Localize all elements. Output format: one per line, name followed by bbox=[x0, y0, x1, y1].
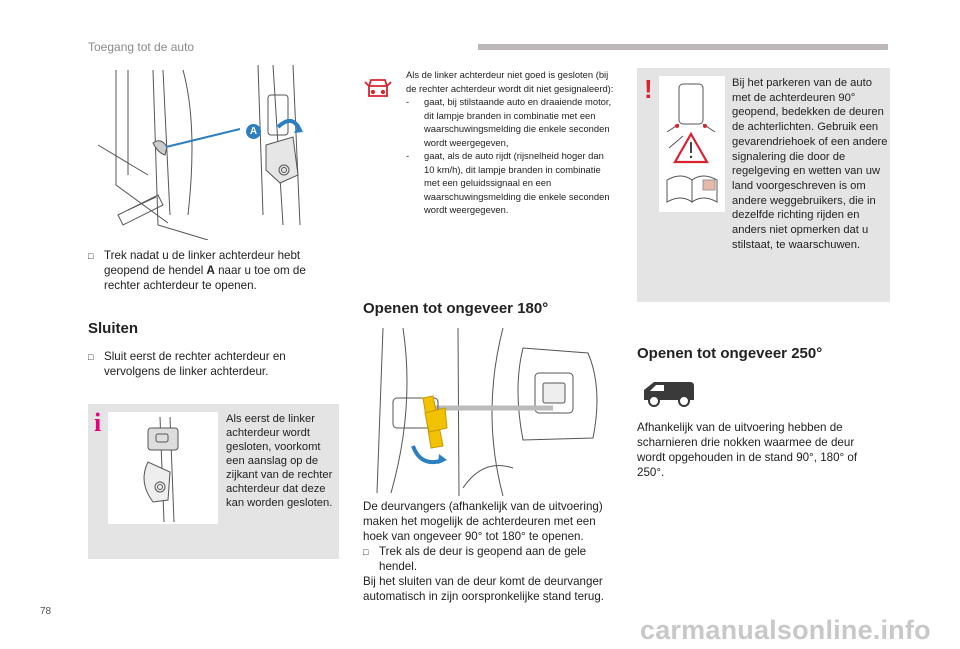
parking-warning-box bbox=[637, 68, 890, 302]
header-bar bbox=[478, 44, 888, 50]
bullet-close-doors: □ Sluit eerst de rechter achterdeur en vervolgens de linker achterdeur. bbox=[88, 350, 286, 378]
hinge-text: Afhankelijk van de uitvoering hebben de scharnieren drie nokken waarmee de deur wordt opgehouden in de stand 90°, 180° of 250°. bbox=[637, 421, 858, 479]
info-icon: i bbox=[94, 408, 102, 437]
warning-item: - gaat, als de auto rijdt (rijsnelheid hoger dan 10 km/h), dit lampje branden in combinatie met een geluidssignaal en een waarschuwingsmelding die enkele seconden wordt weergegeven. bbox=[406, 150, 610, 215]
door-stop-illustration bbox=[108, 412, 218, 524]
running-header: Toegang tot de auto bbox=[88, 40, 195, 54]
section-heading-180: Openen tot ongeveer 180° bbox=[363, 300, 549, 317]
check-strap-text: De deurvangers (afhankelijk van de uitvoering) maken het mogelijk de achterdeuren met een hoek van ongeveer 90° tot 180° te openen. □ Trek als de deur is geopend aan de gele hendel. Bij het sluiten van de deur komt de deurvanger automatisch in zijn oorspronkelijke stand terug. bbox=[363, 499, 615, 604]
door-handle-illustration bbox=[88, 65, 343, 240]
section-heading-250: Openen tot ongeveer 250° bbox=[637, 345, 823, 362]
page-number: 78 bbox=[40, 606, 52, 617]
info-text: Als eerst de linker achterdeur wordt gesloten, voorkomt een aanslag op de zijkant van de rechter achterdeur dat deze kan worden gesloten. bbox=[226, 413, 333, 509]
bullet-open-right-door bbox=[88, 248, 333, 293]
section-heading-sluiten: Sluiten bbox=[88, 320, 139, 337]
door-warning-lamp-icon bbox=[363, 72, 393, 102]
info-box bbox=[88, 404, 339, 559]
watermark: carmanualsonline.info bbox=[640, 615, 931, 645]
warning-mark-icon: ! bbox=[644, 74, 653, 104]
parked-van-illustration bbox=[659, 76, 725, 212]
warning-item: - gaat, bij stilstaande auto en draaiende motor, dit lampje branden in combinatie met een waarschuwingsmelding die enkele seconden wordt weergegeven, bbox=[406, 96, 612, 148]
parking-warning-text: Bij het parkeren van de auto met de achterdeuren 90° geopend, bedekken de deuren de achterlichten. Gebruik een gevarendriehoek of een andere signalering die door de regelgeving en wetten van uw land voorgeschreven is om andere weggebruikers, die in dezelfde richting rijden en anders niet opmerken dat u stilstaat, te waarschuwen. bbox=[732, 77, 888, 251]
van-side-icon bbox=[640, 376, 696, 408]
checkbox-bullet-icon: □ bbox=[363, 547, 369, 557]
door-check-strap-illustration bbox=[363, 328, 608, 496]
door-warning-text: Als de linker achterdeur niet goed is gesloten (bij de rechter achterdeur wordt dit niet gesignaleerd): - gaat, bij stilstaande auto en draaiende motor, dit lampje branden in combinatie met een waarschuwingsmelding die enkele seconden wordt weergegeven, - gaat, als de auto rijdt (rijsnelheid hoger dan 10 km/h), dit lampje branden in combinatie met een geluidssignaal en een waarschuwingsmelding die enkele seconden wordt weergegeven. bbox=[406, 68, 616, 217]
bullet-text: Trek nadat u de linker achterdeur hebt geopend de hendel A naar u toe om de rechter achterdeur te openen. bbox=[104, 249, 306, 292]
bullet-pull-yellow-lever: □ Trek als de deur is geopend aan de gele hendel. bbox=[363, 545, 587, 573]
callout-a: A bbox=[246, 124, 261, 139]
checkbox-bullet-icon: □ bbox=[88, 251, 94, 261]
checkbox-bullet-icon: □ bbox=[88, 352, 94, 362]
